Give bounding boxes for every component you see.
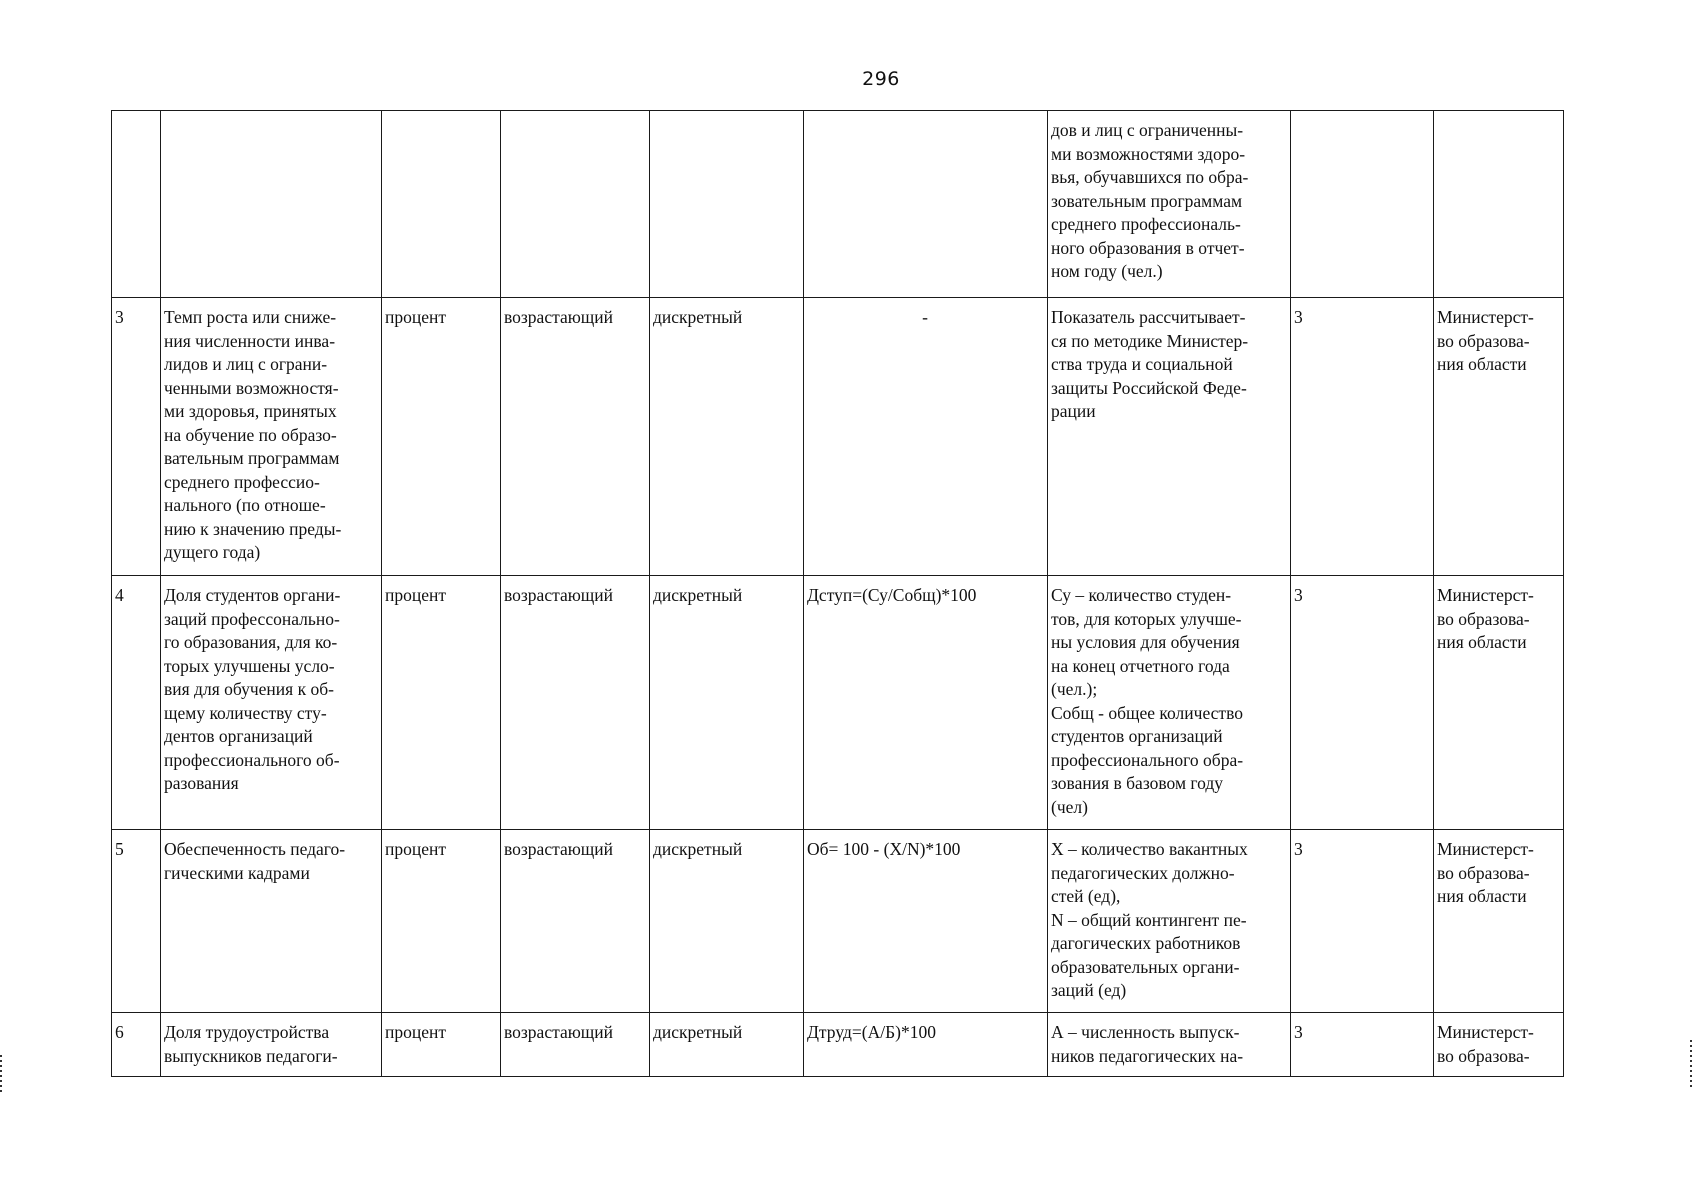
formula: Дтруд=(А/Б)*100 xyxy=(807,1022,936,1042)
responsible-cell xyxy=(1434,111,1564,298)
page-number: 296 xyxy=(862,68,900,90)
scan-edge-mark xyxy=(1690,1040,1692,1090)
unit: процент xyxy=(385,307,447,327)
responsible: Министерст- во образова- ния области xyxy=(1437,585,1534,652)
description-cell xyxy=(1048,830,1291,1013)
responsible-cell xyxy=(1434,830,1564,1013)
responsible-cell xyxy=(1434,576,1564,830)
indicator-name: Доля трудоустройства выпускников педагоги- xyxy=(164,1022,338,1066)
description-cell xyxy=(1048,576,1291,830)
method-cell xyxy=(1291,1013,1434,1077)
direction-cell xyxy=(501,576,650,830)
formula: - xyxy=(922,307,928,327)
responsible: Министерст- во образова- ния области xyxy=(1437,839,1534,906)
responsible: Министерст- во образова- ния области xyxy=(1437,307,1534,374)
table-row xyxy=(112,1013,1564,1077)
row-number: 3 xyxy=(115,307,124,327)
description: Показатель рассчитывает- ся по методике Министер- ства труда и социальной защиты Российской Феде- рации xyxy=(1051,307,1249,421)
direction-cell xyxy=(501,1013,650,1077)
indicator-name: Обеспеченность педаго- гическими кадрами xyxy=(164,839,346,883)
table-row xyxy=(112,298,1564,576)
indicator-name: Доля студентов органи- заций профессонально- го образования, для ко- торых улучшены усло- вия для обучения к об- щему количеству сту- дентов организаций профессионального об- разования xyxy=(164,585,341,793)
formula-cell xyxy=(804,576,1048,830)
indicator-name-cell xyxy=(161,111,382,298)
formula: Дступ=(Су/Собщ)*100 xyxy=(807,585,977,605)
indicator-type: дискретный xyxy=(653,585,743,605)
direction-cell xyxy=(501,830,650,1013)
method: 3 xyxy=(1294,839,1303,859)
method-cell xyxy=(1291,830,1434,1013)
type-cell xyxy=(650,830,804,1013)
formula-cell xyxy=(804,1013,1048,1077)
unit: процент xyxy=(385,585,447,605)
indicator-name-cell xyxy=(161,830,382,1013)
row-number: 6 xyxy=(115,1022,124,1042)
row-number-cell xyxy=(112,576,161,830)
indicator-name-cell xyxy=(161,576,382,830)
unit-cell xyxy=(382,111,501,298)
type-cell xyxy=(650,298,804,576)
method-cell xyxy=(1291,576,1434,830)
description: дов и лиц с ограниченны- ми возможностями здоро- вья, обучавшихся по обра- зовательным программам среднего профессиональ- ного образования в отчет- ном году (чел.) xyxy=(1051,120,1249,281)
description-cell xyxy=(1048,111,1291,298)
type-cell xyxy=(650,576,804,830)
direction-cell xyxy=(501,298,650,576)
responsible-cell xyxy=(1434,1013,1564,1077)
unit-cell xyxy=(382,298,501,576)
row-number-cell xyxy=(112,111,161,298)
formula: Об= 100 - (X/N)*100 xyxy=(807,839,961,859)
table-row xyxy=(112,576,1564,830)
method-cell xyxy=(1291,298,1434,576)
indicator-name-cell xyxy=(161,1013,382,1077)
unit: процент xyxy=(385,1022,447,1042)
indicator-name-cell xyxy=(161,298,382,576)
row-number: 4 xyxy=(115,585,124,605)
description-cell xyxy=(1048,1013,1291,1077)
method: 3 xyxy=(1294,307,1303,327)
responsible-cell xyxy=(1434,298,1564,576)
description: А – численность выпуск- ников педагогических на- xyxy=(1051,1022,1244,1066)
scan-edge-mark xyxy=(0,1055,2,1095)
direction: возрастающий xyxy=(504,1022,613,1042)
unit-cell xyxy=(382,1013,501,1077)
direction: возрастающий xyxy=(504,585,613,605)
table-body xyxy=(112,111,1564,1077)
indicator-name: Темп роста или сниже- ния численности инва- лидов и лиц с ограни- ченными возможностя- ми здоровья, принятых на обучение по образо- вательным программам среднего профессио- нального (по отноше- нию к значению преды- дущего года) xyxy=(164,307,342,562)
formula-cell xyxy=(804,298,1048,576)
row-number: 5 xyxy=(115,839,124,859)
table-row xyxy=(112,111,1564,298)
method-cell xyxy=(1291,111,1434,298)
unit: процент xyxy=(385,839,447,859)
responsible: Министерст- во образова- xyxy=(1437,1022,1534,1066)
row-number-cell xyxy=(112,1013,161,1077)
method: 3 xyxy=(1294,1022,1303,1042)
type-cell xyxy=(650,111,804,298)
direction: возрастающий xyxy=(504,839,613,859)
formula-cell xyxy=(804,111,1048,298)
method: 3 xyxy=(1294,585,1303,605)
type-cell xyxy=(650,1013,804,1077)
description: Су – количество студен- тов, для которых улучше- ны условия для обучения на конец отчетного года (чел.); Собщ - общее количество студентов организаций профессионального обра- зования в базовом году (чел) xyxy=(1051,585,1244,817)
indicator-type: дискретный xyxy=(653,1022,743,1042)
direction: возрастающий xyxy=(504,307,613,327)
description: X – количество вакантных педагогических должно- стей (ед), N – общий контингент пе- дагогических работников образовательных органи- заций (ед) xyxy=(1051,839,1248,1000)
indicator-type: дискретный xyxy=(653,307,743,327)
unit-cell xyxy=(382,830,501,1013)
indicators-table xyxy=(111,110,1564,1077)
indicator-type: дискретный xyxy=(653,839,743,859)
formula-cell xyxy=(804,830,1048,1013)
direction-cell xyxy=(501,111,650,298)
description-cell xyxy=(1048,298,1291,576)
table-row xyxy=(112,830,1564,1013)
row-number-cell xyxy=(112,830,161,1013)
row-number-cell xyxy=(112,298,161,576)
unit-cell xyxy=(382,576,501,830)
